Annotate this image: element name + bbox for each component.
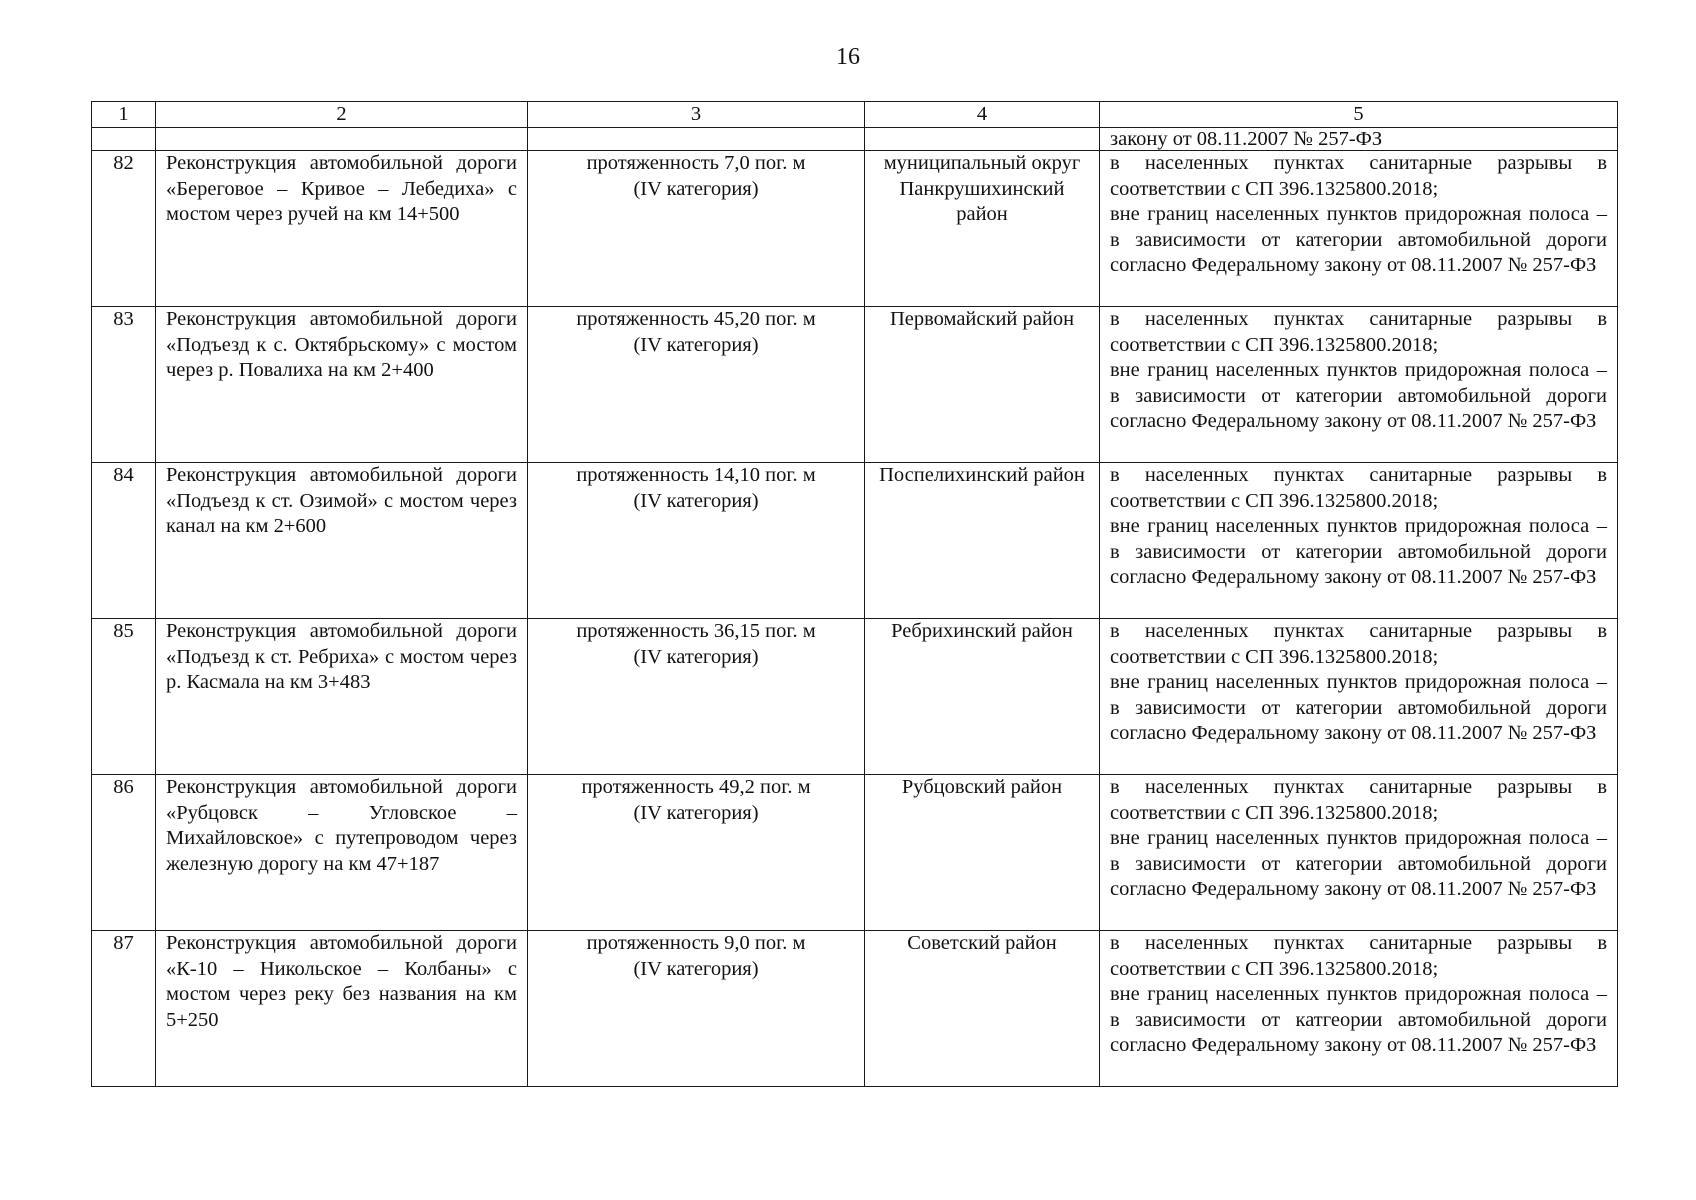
- length-text: протяженность 7,0 пог. м: [586, 152, 806, 174]
- object-name: Реконструкция автомобильной дороги «Подъезд к ст. Ребриха» с мостом через р. Касмала на км 3+483: [156, 619, 528, 775]
- object-length: [528, 619, 865, 775]
- object-name: Реконструкция автомобильной дороги «Рубцовск – Угловское – Михайловское» с путепроводом через железную дорогу на км 47+187: [156, 775, 528, 931]
- row-number: 82: [92, 151, 156, 307]
- object-length: [528, 931, 865, 1087]
- object-length: [528, 463, 865, 619]
- category-text: (IV категория): [633, 489, 759, 512]
- row-number: 86: [92, 775, 156, 931]
- object-length: [528, 307, 865, 463]
- zone-outside: вне границ населенных пунктов придорожная полоса – в зависимости от категории автомобильной дороги согласно Федеральному закону от 08.11.2007 № 257-ФЗ: [1110, 827, 1607, 901]
- zone-outside: вне границ населенных пунктов придорожная полоса – в зависимости от категории автомобильной дороги согласно Федеральному закону от 08.11.2007 № 257-ФЗ: [1110, 515, 1607, 589]
- category-text: (IV категория): [633, 645, 759, 668]
- object-name: Реконструкция автомобильной дороги «Подъезд к с. Октябрьскому» с мостом через р. Повалиха на км 2+400: [156, 307, 528, 463]
- zone-settlements: в населенных пунктах санитарные разрывы в соответствии с СП 396.1325800.2018;: [1110, 776, 1607, 824]
- table-header-row: [92, 102, 1618, 128]
- zone-settlements: в населенных пунктах санитарные разрывы в соответствии с СП 396.1325800.2018;: [1110, 932, 1607, 980]
- continuation-row: [92, 128, 1618, 151]
- object-name: Реконструкция автомобильной дороги «Подъезд к ст. Озимой» с мостом через канал на км 2+600: [156, 463, 528, 619]
- row-number: 85: [92, 619, 156, 775]
- length-text: протяженность 49,2 пог. м: [581, 776, 811, 798]
- page-number: 16: [836, 44, 860, 70]
- row-number: 83: [92, 307, 156, 463]
- object-name: Реконструкция автомобильной дороги «Береговое – Кривое – Лебедиха» с мостом через ручей на км 14+500: [156, 151, 528, 307]
- category-text: (IV категория): [633, 177, 759, 200]
- zone-settlements: в населенных пунктах санитарные разрывы в соответствии с СП 396.1325800.2018;: [1110, 620, 1607, 668]
- length-text: протяженность 9,0 пог. м: [586, 932, 806, 954]
- zone-outside: вне границ населенных пунктов придорожная полоса – в зависимости от катгеории автомобильной дороги согласно Федеральному закону от 08.11.2007 № 257-ФЗ: [1110, 983, 1607, 1057]
- objects-table: [91, 101, 1618, 1087]
- length-text: протяженность 14,10 пог. м: [576, 464, 816, 486]
- row-number: 87: [92, 931, 156, 1087]
- category-text: (IV категория): [633, 333, 759, 356]
- cont-cell-4: [865, 128, 1100, 151]
- length-text: протяженность 45,20 пог. м: [576, 308, 816, 330]
- zone-description: [1100, 151, 1618, 307]
- location: Первомайский район: [865, 307, 1100, 463]
- row-number: 84: [92, 463, 156, 619]
- table-row: [92, 151, 1618, 307]
- location: муниципальный округ Панкрушихинский район: [865, 151, 1100, 307]
- length-text: протяженность 36,15 пог. м: [576, 620, 816, 642]
- cont-cell-5: закону от 08.11.2007 № 257-ФЗ: [1100, 128, 1618, 151]
- location: Советский район: [865, 931, 1100, 1087]
- object-length: [528, 151, 865, 307]
- object-name: Реконструкция автомобильной дороги «К-10 – Никольское – Колбаны» с мостом через реку без названия на км 5+250: [156, 931, 528, 1087]
- header-col-2: 2: [156, 102, 528, 128]
- cont-cell-1: [92, 128, 156, 151]
- zone-settlements: в населенных пунктах санитарные разрывы в соответствии с СП 396.1325800.2018;: [1110, 152, 1607, 200]
- zone-outside: вне границ населенных пунктов придорожная полоса – в зависимости от категории автомобильной дороги согласно Федеральному закону от 08.11.2007 № 257-ФЗ: [1110, 359, 1607, 433]
- table-row: [92, 619, 1618, 775]
- zone-description: [1100, 931, 1618, 1087]
- zone-description: [1100, 463, 1618, 619]
- cont-cell-3: [528, 128, 865, 151]
- category-text: (IV категория): [633, 957, 759, 980]
- table-row: [92, 307, 1618, 463]
- header-col-1: 1: [92, 102, 156, 128]
- zone-settlements: в населенных пунктах санитарные разрывы в соответствии с СП 396.1325800.2018;: [1110, 308, 1607, 356]
- location: Рубцовский район: [865, 775, 1100, 931]
- table-row: [92, 775, 1618, 931]
- location: Ребрихинский район: [865, 619, 1100, 775]
- cont-cell-2: [156, 128, 528, 151]
- table-row: [92, 463, 1618, 619]
- zone-outside: вне границ населенных пунктов придорожная полоса – в зависимости от категории автомобильной дороги согласно Федеральному закону от 08.11.2007 № 257-ФЗ: [1110, 671, 1607, 745]
- location: Поспелихинский район: [865, 463, 1100, 619]
- header-col-3: 3: [528, 102, 865, 128]
- object-length: [528, 775, 865, 931]
- header-col-5: 5: [1100, 102, 1618, 128]
- zone-settlements: в населенных пунктах санитарные разрывы в соответствии с СП 396.1325800.2018;: [1110, 464, 1607, 512]
- zone-description: [1100, 775, 1618, 931]
- header-col-4: 4: [865, 102, 1100, 128]
- category-text: (IV категория): [633, 801, 759, 824]
- table-row: [92, 931, 1618, 1087]
- zone-description: [1100, 307, 1618, 463]
- zone-outside: вне границ населенных пунктов придорожная полоса – в зависимости от категории автомобильной дороги согласно Федеральному закону от 08.11.2007 № 257-ФЗ: [1110, 203, 1607, 277]
- zone-description: [1100, 619, 1618, 775]
